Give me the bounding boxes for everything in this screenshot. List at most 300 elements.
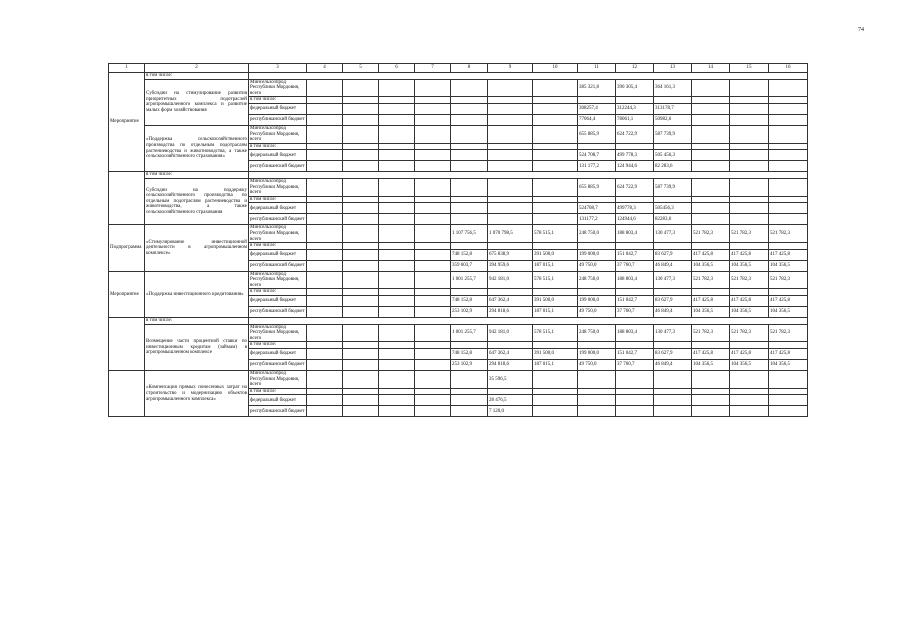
value-cell: [730, 143, 769, 150]
value-cell: [307, 371, 343, 389]
value-cell: 942 181,0: [488, 324, 533, 342]
value-cell: [578, 196, 616, 203]
value-cell: [307, 125, 343, 143]
intro-spacer: [249, 318, 808, 325]
value-cell: [343, 371, 379, 389]
value-cell: 647 362,4: [488, 349, 533, 360]
value-cell: 1 107 756,5: [451, 225, 488, 243]
value-cell: [343, 271, 379, 289]
intro-spacer: [249, 172, 808, 179]
value-cell: 1 001 255,7: [451, 271, 488, 289]
value-cell: [769, 289, 808, 296]
value-cell: [379, 214, 415, 225]
value-cell: [578, 97, 616, 104]
value-cell: [692, 125, 730, 143]
value-cell: [415, 342, 451, 349]
value-cell: [415, 249, 451, 260]
value-cell: [730, 289, 769, 296]
value-cell: [415, 143, 451, 150]
value-cell: [692, 178, 730, 196]
value-cell: 942 181,0: [488, 271, 533, 289]
column-header: 6: [379, 64, 415, 73]
value-cell: [415, 307, 451, 318]
value-cell: 188 803,4: [616, 271, 654, 289]
funding-source: федеральный бюджет: [249, 103, 307, 114]
value-cell: 151 042,7: [616, 296, 654, 307]
value-cell: [692, 161, 730, 172]
value-cell: [692, 150, 730, 161]
value-cell: 578 515,1: [533, 225, 578, 243]
value-cell: [578, 342, 616, 349]
value-cell: [730, 114, 769, 125]
value-cell: 359 603,7: [451, 260, 488, 271]
value-cell: [307, 307, 343, 318]
value-cell: 151 042,7: [616, 249, 654, 260]
value-cell: 390 305,4: [616, 79, 654, 97]
value-cell: 199 000,0: [578, 349, 616, 360]
value-cell: 521 782,3: [769, 271, 808, 289]
value-cell: [451, 371, 488, 389]
value-cell: 37 760,7: [616, 360, 654, 371]
value-cell: [379, 97, 415, 104]
value-cell: [307, 161, 343, 172]
value-cell: 37 760,7: [616, 307, 654, 318]
value-cell: [488, 243, 533, 250]
value-cell: [616, 388, 654, 395]
value-cell: [488, 79, 533, 97]
value-cell: [654, 406, 692, 417]
value-cell: [307, 360, 343, 371]
value-cell: [769, 196, 808, 203]
value-cell: 104 356,5: [730, 260, 769, 271]
value-cell: [307, 103, 343, 114]
value-cell: [692, 97, 730, 104]
value-cell: [343, 360, 379, 371]
value-cell: 131177,2: [578, 214, 616, 225]
value-cell: 294 818,6: [488, 307, 533, 318]
value-cell: 104 356,5: [769, 360, 808, 371]
item-name: «Стимулирование инвестиционной деятельности в агропромышленном комплексе»: [145, 225, 249, 271]
value-cell: [451, 114, 488, 125]
value-cell: 578 515,1: [533, 324, 578, 342]
value-cell: [307, 225, 343, 243]
value-cell: 248 750,0: [578, 324, 616, 342]
value-cell: [343, 203, 379, 214]
value-cell: [533, 371, 578, 389]
item-name: Субсидии на стимулирование развития приоритетных подотраслей агропромышленного комплекса и развитие малых форм хозяйствования: [145, 79, 249, 125]
value-cell: 312244,3: [616, 103, 654, 114]
value-cell: [307, 97, 343, 104]
value-cell: [488, 178, 533, 196]
value-cell: [379, 324, 415, 342]
value-cell: [578, 289, 616, 296]
value-cell: [307, 342, 343, 349]
value-cell: 505 456,3: [654, 150, 692, 161]
value-cell: [415, 271, 451, 289]
value-cell: 313178,7: [654, 103, 692, 114]
value-cell: 587 739,9: [654, 178, 692, 196]
value-cell: [654, 243, 692, 250]
value-cell: 130 477,3: [654, 271, 692, 289]
value-cell: [307, 388, 343, 395]
value-cell: [343, 289, 379, 296]
value-cell: 624 722,9: [616, 125, 654, 143]
value-cell: [451, 406, 488, 417]
value-cell: 83 627,9: [654, 249, 692, 260]
value-cell: [730, 196, 769, 203]
value-cell: [343, 349, 379, 360]
value-cell: [451, 150, 488, 161]
value-cell: 524708,7: [578, 203, 616, 214]
value-cell: 521 782,3: [730, 225, 769, 243]
value-cell: 199 000,0: [578, 296, 616, 307]
value-cell: [533, 143, 578, 150]
value-cell: [307, 196, 343, 203]
block-type: Подпрограмма: [109, 225, 145, 271]
value-cell: [692, 289, 730, 296]
value-cell: [730, 371, 769, 389]
value-cell: 521 782,3: [730, 324, 769, 342]
value-cell: [343, 196, 379, 203]
value-cell: [730, 406, 769, 417]
value-cell: 188 803,4: [616, 225, 654, 243]
value-cell: [616, 97, 654, 104]
value-cell: 187 015,1: [533, 360, 578, 371]
value-cell: [307, 243, 343, 250]
value-cell: [343, 388, 379, 395]
value-cell: [415, 203, 451, 214]
value-cell: [379, 371, 415, 389]
block-type: [109, 172, 145, 225]
value-cell: [692, 196, 730, 203]
budget-table: [108, 63, 808, 417]
value-cell: [692, 388, 730, 395]
value-cell: [415, 79, 451, 97]
column-header: 8: [451, 64, 488, 73]
value-cell: [379, 349, 415, 360]
value-cell: [415, 161, 451, 172]
value-cell: 394 959,6: [488, 260, 533, 271]
value-cell: 521 782,3: [692, 324, 730, 342]
value-cell: [533, 79, 578, 97]
value-cell: [451, 125, 488, 143]
value-cell: [578, 388, 616, 395]
value-cell: [616, 371, 654, 389]
value-cell: [488, 150, 533, 161]
value-cell: [379, 114, 415, 125]
value-cell: [307, 114, 343, 125]
value-cell: [533, 203, 578, 214]
funding-source: в том числе:: [249, 143, 307, 150]
value-cell: [451, 196, 488, 203]
value-cell: [451, 178, 488, 196]
value-cell: [730, 79, 769, 97]
value-cell: [379, 196, 415, 203]
column-header: 5: [343, 64, 379, 73]
value-cell: 521 782,3: [692, 271, 730, 289]
value-cell: 253 102,9: [451, 360, 488, 371]
value-cell: 587 739,9: [654, 125, 692, 143]
value-cell: [769, 406, 808, 417]
value-cell: [533, 395, 578, 406]
value-cell: [488, 114, 533, 125]
funding-source: Минсельхозпрод Республики Мордовия, всего: [249, 324, 307, 342]
value-cell: [415, 324, 451, 342]
column-header: 7: [415, 64, 451, 73]
value-cell: [533, 161, 578, 172]
value-cell: [415, 395, 451, 406]
value-cell: [307, 289, 343, 296]
funding-source: республиканский бюджет: [249, 406, 307, 417]
value-cell: [488, 203, 533, 214]
value-cell: [533, 150, 578, 161]
item-name: «Поддержка сельскохозяйственного производства по отдельным подотраслям растениеводства и животноводства, а также сельскохозяйственного страхования»: [145, 125, 249, 171]
value-cell: [343, 395, 379, 406]
value-cell: [379, 203, 415, 214]
value-cell: 417 425,8: [692, 249, 730, 260]
value-cell: [730, 97, 769, 104]
value-cell: [769, 342, 808, 349]
value-cell: [307, 249, 343, 260]
value-cell: [692, 114, 730, 125]
value-cell: [343, 97, 379, 104]
column-header: 2: [145, 64, 249, 73]
value-cell: [654, 97, 692, 104]
funding-source: в том числе:: [249, 289, 307, 296]
value-cell: 417 425,8: [730, 349, 769, 360]
value-cell: [307, 203, 343, 214]
value-cell: [307, 395, 343, 406]
value-cell: [379, 178, 415, 196]
value-cell: [533, 243, 578, 250]
value-cell: [533, 289, 578, 296]
value-cell: [488, 143, 533, 150]
value-cell: [488, 97, 533, 104]
value-cell: [343, 243, 379, 250]
value-cell: 104 356,5: [730, 307, 769, 318]
funding-source: федеральный бюджет: [249, 395, 307, 406]
intro-spacer: [249, 73, 808, 80]
value-cell: 124 944,6: [616, 161, 654, 172]
value-cell: [488, 125, 533, 143]
value-cell: [307, 143, 343, 150]
value-cell: 35 596,5: [488, 371, 533, 389]
funding-source: в том числе:: [249, 388, 307, 395]
value-cell: [730, 214, 769, 225]
value-cell: [379, 225, 415, 243]
value-cell: [451, 103, 488, 114]
value-cell: 521 782,3: [769, 324, 808, 342]
value-cell: [769, 125, 808, 143]
value-cell: 46 849,4: [654, 260, 692, 271]
value-cell: 104 356,5: [769, 260, 808, 271]
value-cell: 131 177,2: [578, 161, 616, 172]
value-cell: [654, 395, 692, 406]
intro-row: [109, 73, 808, 80]
value-cell: [533, 178, 578, 196]
funding-source: Минсельхозпрод Республики Мордовия, всего: [249, 271, 307, 289]
value-cell: [307, 79, 343, 97]
funding-source: федеральный бюджет: [249, 249, 307, 260]
funding-source: республиканский бюджет: [249, 260, 307, 271]
value-cell: [415, 214, 451, 225]
value-cell: [415, 97, 451, 104]
value-cell: [692, 143, 730, 150]
value-cell: [379, 249, 415, 260]
value-cell: [379, 243, 415, 250]
value-cell: 248 750,0: [578, 225, 616, 243]
value-cell: [769, 203, 808, 214]
funding-source: федеральный бюджет: [249, 150, 307, 161]
value-cell: [769, 161, 808, 172]
value-cell: [692, 406, 730, 417]
value-cell: [379, 271, 415, 289]
value-cell: [379, 307, 415, 318]
value-cell: [343, 178, 379, 196]
table-row: [109, 79, 808, 97]
value-cell: [488, 196, 533, 203]
value-cell: [415, 371, 451, 389]
value-cell: [343, 406, 379, 417]
value-cell: [692, 203, 730, 214]
value-cell: [415, 296, 451, 307]
value-cell: [533, 97, 578, 104]
value-cell: [769, 143, 808, 150]
value-cell: 83 627,9: [654, 349, 692, 360]
value-cell: [451, 79, 488, 97]
value-cell: 253 102,9: [451, 307, 488, 318]
value-cell: [307, 214, 343, 225]
column-header: 3: [249, 64, 307, 73]
header-row: [109, 64, 808, 73]
value-cell: [379, 289, 415, 296]
value-cell: 417 425,8: [730, 249, 769, 260]
value-cell: [730, 125, 769, 143]
value-cell: [379, 125, 415, 143]
value-cell: [379, 406, 415, 417]
funding-source: федеральный бюджет: [249, 349, 307, 360]
value-cell: 417 425,8: [692, 349, 730, 360]
value-cell: 499778,3: [616, 203, 654, 214]
value-cell: 104 356,5: [692, 307, 730, 318]
value-cell: 130 477,3: [654, 324, 692, 342]
value-cell: [379, 360, 415, 371]
column-header: 10: [533, 64, 578, 73]
column-header: 16: [769, 64, 808, 73]
value-cell: [451, 203, 488, 214]
value-cell: 50982,6: [654, 114, 692, 125]
value-cell: [343, 114, 379, 125]
funding-source: республиканский бюджет: [249, 360, 307, 371]
value-cell: [616, 342, 654, 349]
value-cell: [343, 214, 379, 225]
funding-source: республиканский бюджет: [249, 214, 307, 225]
value-cell: 83 627,9: [654, 296, 692, 307]
value-cell: [415, 289, 451, 296]
value-cell: [343, 150, 379, 161]
value-cell: 417 425,8: [692, 296, 730, 307]
value-cell: [769, 79, 808, 97]
value-cell: [730, 150, 769, 161]
value-cell: 28 476,5: [488, 395, 533, 406]
value-cell: 187 015,1: [533, 307, 578, 318]
value-cell: [769, 395, 808, 406]
value-cell: 294 818,6: [488, 360, 533, 371]
value-cell: 187 015,1: [533, 260, 578, 271]
column-header: 4: [307, 64, 343, 73]
value-cell: [307, 150, 343, 161]
funding-source: в том числе:: [249, 342, 307, 349]
funding-source: Минсельхозпрод Республики Мордовия, всего: [249, 178, 307, 196]
value-cell: 1 070 798,5: [488, 225, 533, 243]
value-cell: [451, 289, 488, 296]
value-cell: [415, 406, 451, 417]
value-cell: 578 515,1: [533, 271, 578, 289]
value-cell: [379, 296, 415, 307]
page-number: 74: [858, 27, 864, 33]
value-cell: 391 500,0: [533, 349, 578, 360]
value-cell: 49 750,0: [578, 360, 616, 371]
value-cell: 417 425,8: [769, 349, 808, 360]
value-cell: [616, 395, 654, 406]
value-cell: [533, 342, 578, 349]
value-cell: [415, 388, 451, 395]
value-cell: 104 356,5: [730, 360, 769, 371]
intro-row: [109, 172, 808, 179]
value-cell: [488, 388, 533, 395]
value-cell: [730, 178, 769, 196]
value-cell: [578, 406, 616, 417]
value-cell: [769, 388, 808, 395]
funding-source: в том числе:: [249, 97, 307, 104]
value-cell: [730, 203, 769, 214]
value-cell: [769, 97, 808, 104]
value-cell: 82283,6: [654, 214, 692, 225]
value-cell: 391 500,0: [533, 296, 578, 307]
value-cell: 655 885,9: [578, 178, 616, 196]
funding-source: республиканский бюджет: [249, 307, 307, 318]
value-cell: 748 152,8: [451, 296, 488, 307]
value-cell: [451, 395, 488, 406]
block-type: [109, 371, 145, 417]
value-cell: [730, 243, 769, 250]
value-cell: [692, 395, 730, 406]
value-cell: [769, 114, 808, 125]
value-cell: [578, 243, 616, 250]
value-cell: [730, 161, 769, 172]
value-cell: 78061,1: [616, 114, 654, 125]
value-cell: [692, 342, 730, 349]
value-cell: [578, 395, 616, 406]
value-cell: 7 120,0: [488, 406, 533, 417]
value-cell: [578, 143, 616, 150]
funding-source: Минсельхозпрод Республики Мордовия, всего: [249, 125, 307, 143]
value-cell: [769, 178, 808, 196]
value-cell: [730, 388, 769, 395]
value-cell: 104 356,5: [692, 260, 730, 271]
value-cell: [616, 243, 654, 250]
value-cell: 391 500,0: [533, 249, 578, 260]
column-header: 15: [730, 64, 769, 73]
value-cell: 49 750,0: [578, 307, 616, 318]
funding-source: Минсельхозпрод Республики Мордовия, всего: [249, 371, 307, 389]
value-cell: [415, 125, 451, 143]
value-cell: [343, 143, 379, 150]
table-row: [109, 271, 808, 289]
value-cell: [379, 161, 415, 172]
value-cell: 151 042,7: [616, 349, 654, 360]
value-cell: 647 362,4: [488, 296, 533, 307]
